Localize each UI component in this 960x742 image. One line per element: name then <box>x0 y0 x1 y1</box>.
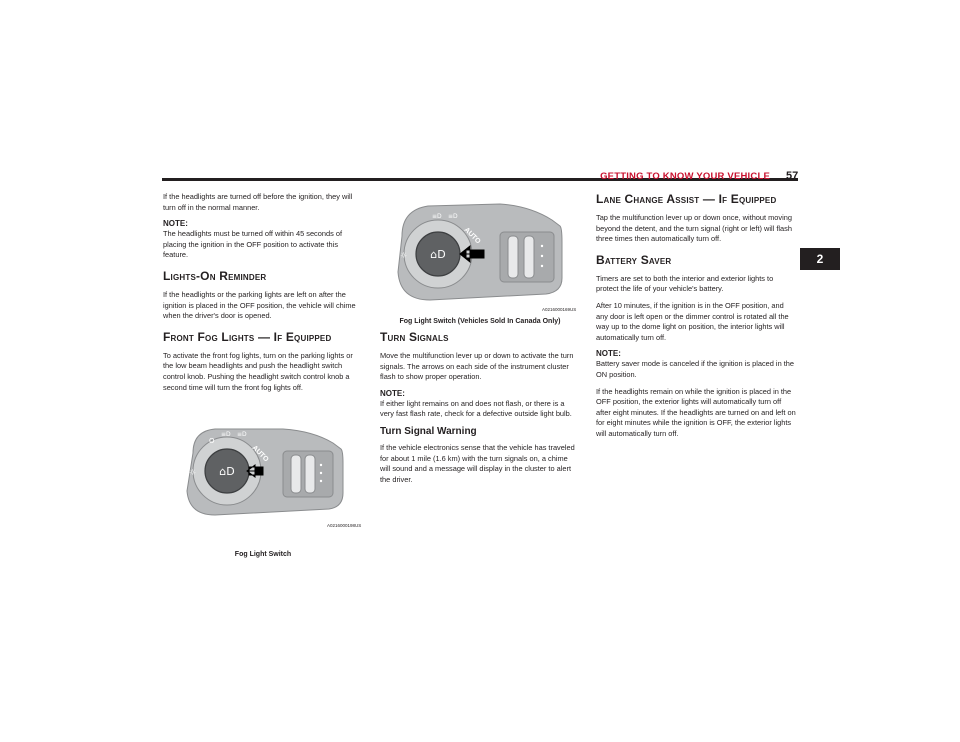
note-text: Battery saver mode is canceled if the ignition is placed in the ON position. <box>596 359 795 379</box>
page-header-title: GETTING TO KNOW YOUR VEHICLE <box>600 171 770 182</box>
lane-change-assist-heading: Lane Change Assist — If Equipped <box>596 192 777 206</box>
turn-signal-warning-text: If the vehicle electronics sense that the vehicle has traveled for about 1 mile (1.6 km) with the turn signals on, a chime will sound and a message will display in the cluster to alert the driver. <box>380 442 575 484</box>
fog-light-switch-figure <box>163 423 363 559</box>
sun-icon: ☼ <box>400 251 408 260</box>
note-label: NOTE: <box>380 388 405 398</box>
battery-saver-text-1: Timers are set to both the interior and exterior lights to protect the life of your vehicle's battery. <box>596 273 774 294</box>
dimmer-indicator-2 <box>320 472 322 474</box>
parking-light-icon: ≡D <box>432 213 442 220</box>
note-text: If either light remains on and does not flash, or there is a very fast flash rate, check for a defective outside light bulb. <box>380 398 572 419</box>
fog-light-switch-illustration <box>163 423 363 523</box>
dimmer-indicator-3 <box>320 480 322 482</box>
turn-signal-warning-heading: Turn Signal Warning <box>380 425 477 437</box>
headlight-intro-text: If the headlights are turned off before the ignition, they will turn off in the normal manner. <box>163 192 353 212</box>
front-fog-lights-text: To activate the front fog lights, turn on the parking lights or the low beam headlights and push the headlight switch control knob. Pushing the headlight switch control knob a second time will turn the front fog lights off. <box>163 350 353 392</box>
note-label: NOTE: <box>596 349 621 359</box>
lane-change-assist-text: Tap the multifunction lever up or down once, without moving beyond the detent, and the turn signal (right or left) will flash three times then automatically turn off. <box>596 213 792 244</box>
dimmer-indicator-1 <box>320 464 322 466</box>
headlight-position-icon: ≡D <box>237 431 247 439</box>
dimmer-indicator-2 <box>541 255 543 257</box>
fog-light-icon: ⌂D <box>219 465 235 479</box>
battery-saver-text-2: After 10 minutes, if the ignition is in the OFF position, and any door is left open or the dimmer control is rotated all the way up to the dome light on position, the interior lights will automatically turn off. <box>596 300 789 342</box>
dimmer-indicator-1 <box>541 245 543 247</box>
page-number: 57 <box>786 170 799 182</box>
figure-caption: Fog Light Switch (Vehicles Sold In Canada Only) <box>399 318 561 325</box>
pointer-arrow <box>247 465 263 477</box>
dimmer-indicator-3 <box>541 265 543 267</box>
column-middle <box>380 192 580 491</box>
fog-light-switch-canada-illustration <box>390 196 570 310</box>
dimmer-wheel-1 <box>291 455 301 493</box>
auto-label: AUTO <box>250 444 270 464</box>
auto-label: AUTO <box>462 226 482 246</box>
battery-saver-text-3: If the headlights remain on while the ignition is placed in the OFF position, the exterior lights will automatically turn off after eight minutes. If the headlights are turned on and left on for eight minutes while the ignition is OFF, the exterior lights will automatically turn off. <box>596 386 796 438</box>
chapter-tab[interactable]: 2 <box>800 248 840 270</box>
off-position-icon: O <box>209 437 215 446</box>
dimmer-wheel-2 <box>524 236 534 278</box>
battery-saver-heading: Battery Saver <box>596 252 672 267</box>
fog-light-icon: ⌂D <box>430 248 446 261</box>
figure-code: A0216000169US <box>542 307 577 312</box>
figure-caption: Fog Light Switch <box>234 551 292 559</box>
note-text: The headlights must be turned off within 45 seconds of placing the ignition in the OFF position to activate this feature. <box>163 229 342 260</box>
fog-light-switch-canada-figure <box>380 196 580 324</box>
turn-signals-text: Move the multifunction lever up or down to activate the turn signals. The arrows on each side of the instrument cluster flash to show proper operation. <box>380 351 574 382</box>
parking-light-icon: ≡D <box>221 431 231 439</box>
lights-on-reminder-text: If the headlights or the parking lights are left on after the ignition is placed in the OFF position, the vehicle will chime when the driver's door is opened. <box>163 289 356 321</box>
figure-code: A0216000198US <box>327 523 362 529</box>
note-label: NOTE: <box>163 219 188 229</box>
front-fog-lights-heading: Front Fog Lights — If Equipped <box>163 329 332 344</box>
headlight-position-icon: ≡D <box>448 213 458 220</box>
column-right <box>596 192 796 446</box>
dimmer-wheel-2 <box>305 455 315 493</box>
column-left <box>163 192 363 559</box>
turn-signals-heading: Turn Signals <box>380 330 449 344</box>
lights-on-reminder-heading: Lights-On Reminder <box>163 268 267 283</box>
dimmer-wheel-1 <box>508 236 518 278</box>
sun-icon: ☼ <box>189 468 197 478</box>
